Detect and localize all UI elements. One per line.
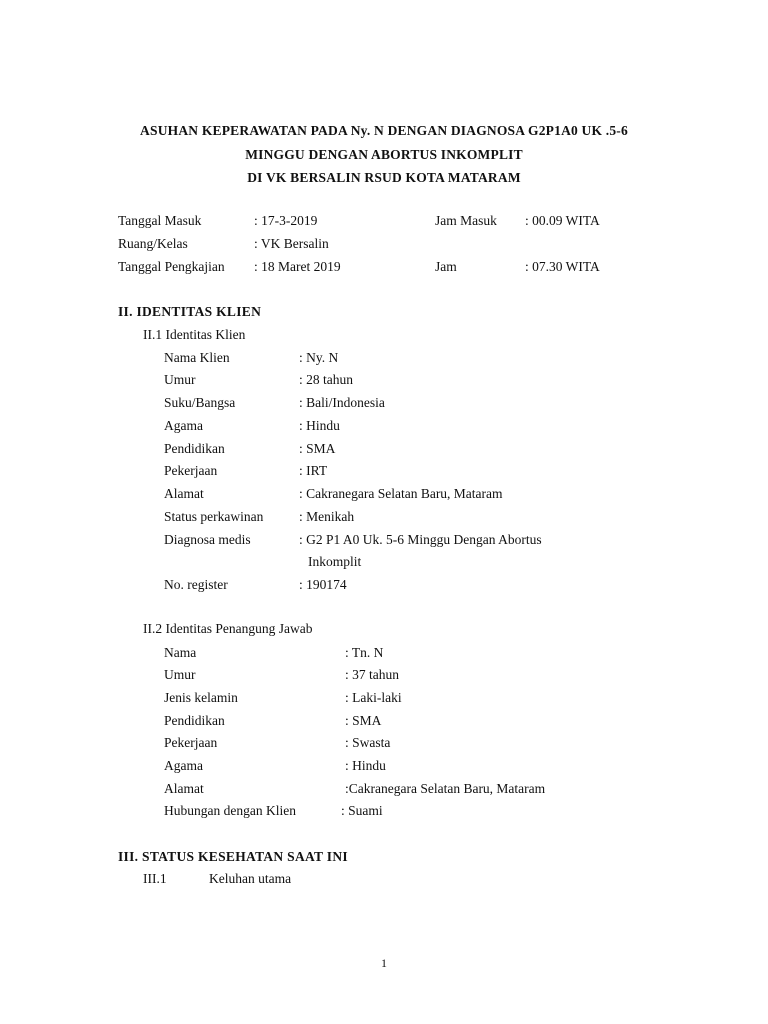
tanggal-masuk-value: : 17-3-2019 — [254, 213, 318, 228]
pj-row-value: : Hindu — [345, 758, 386, 773]
pj-row-label: Hubungan dengan Klien — [164, 803, 296, 818]
pj-row-value: : 37 tahun — [345, 667, 399, 682]
jam-masuk-label: Jam Masuk — [435, 213, 497, 228]
klien-row-label: No. register — [164, 577, 228, 592]
section-identitas-klien-heading: II. IDENTITAS KLIEN — [118, 304, 262, 319]
klien-row-value: : 28 tahun — [299, 372, 353, 387]
klien-row-value: : 190174 — [299, 577, 347, 592]
pj-row-value: :Cakranegara Selatan Baru, Mataram — [345, 781, 546, 796]
klien-row-value: : Bali/Indonesia — [299, 395, 385, 410]
klien-row-label: Status perkawinan — [164, 509, 264, 524]
tanggal-masuk-label: Tanggal Masuk — [118, 213, 202, 228]
klien-row-value: : Ny. N — [299, 350, 339, 365]
klien-row-label: Pekerjaan — [164, 463, 218, 478]
subsection-identitas-klien-heading: II.1 Identitas Klien — [143, 327, 246, 342]
klien-row-label: Pendidikan — [164, 441, 225, 456]
klien-row-value: : Menikah — [299, 509, 355, 524]
tanggal-pengkajian-label: Tanggal Pengkajian — [118, 259, 225, 274]
pj-row-label: Alamat — [164, 781, 204, 796]
pj-row-label: Pendidikan — [164, 713, 225, 728]
keluhan-utama-label: Keluhan utama — [209, 871, 292, 886]
pj-row-label: Jenis kelamin — [164, 690, 238, 705]
pj-row-value: : Tn. N — [345, 645, 384, 660]
jam-masuk-value: : 00.09 WITA — [525, 213, 600, 228]
pj-row-value: : Swasta — [345, 735, 391, 750]
klien-row-label: Umur — [164, 372, 196, 387]
pj-row-label: Umur — [164, 667, 196, 682]
subsection-number: III.1 — [143, 871, 167, 886]
pj-row-label: Pekerjaan — [164, 735, 218, 750]
document-title-line-1: ASUHAN KEPERAWATAN PADA Ny. N DENGAN DIAGNOSA G2P1A0 UK .5-6 — [140, 123, 628, 138]
pj-row-label: Nama — [164, 645, 197, 660]
klien-row-value-continuation: Inkomplit — [308, 554, 362, 569]
ruang-kelas-label: Ruang/Kelas — [118, 236, 188, 251]
klien-row-value: : IRT — [299, 463, 328, 478]
pj-row-value: : Laki-laki — [345, 690, 402, 705]
subsection-penanggung-jawab-heading: II.2 Identitas Penangung Jawab — [143, 621, 313, 636]
page-number: 1 — [381, 956, 387, 970]
section-status-kesehatan-heading: III. STATUS KESEHATAN SAAT INI — [118, 849, 348, 864]
tanggal-pengkajian-value: : 18 Maret 2019 — [254, 259, 341, 274]
pj-row-value: : SMA — [345, 713, 382, 728]
klien-row-label: Suku/Bangsa — [164, 395, 236, 410]
klien-row-label: Diagnosa medis — [164, 532, 251, 547]
klien-row-label: Nama Klien — [164, 350, 230, 365]
klien-row-label: Alamat — [164, 486, 204, 501]
jam-label: Jam — [435, 259, 457, 274]
jam-value: : 07.30 WITA — [525, 259, 600, 274]
pj-row-value: : Suami — [341, 803, 383, 818]
klien-row-value: : Hindu — [299, 418, 340, 433]
klien-row-value: : SMA — [299, 441, 336, 456]
klien-row-value: : G2 P1 A0 Uk. 5-6 Minggu Dengan Abortus — [299, 532, 542, 547]
klien-row-value: : Cakranegara Selatan Baru, Mataram — [299, 486, 503, 501]
document-title-line-2: MINGGU DENGAN ABORTUS INKOMPLIT — [245, 147, 523, 162]
pj-row-label: Agama — [164, 758, 203, 773]
klien-row-label: Agama — [164, 418, 203, 433]
document-title-line-3: DI VK BERSALIN RSUD KOTA MATARAM — [247, 170, 521, 185]
ruang-kelas-value: : VK Bersalin — [254, 236, 329, 251]
